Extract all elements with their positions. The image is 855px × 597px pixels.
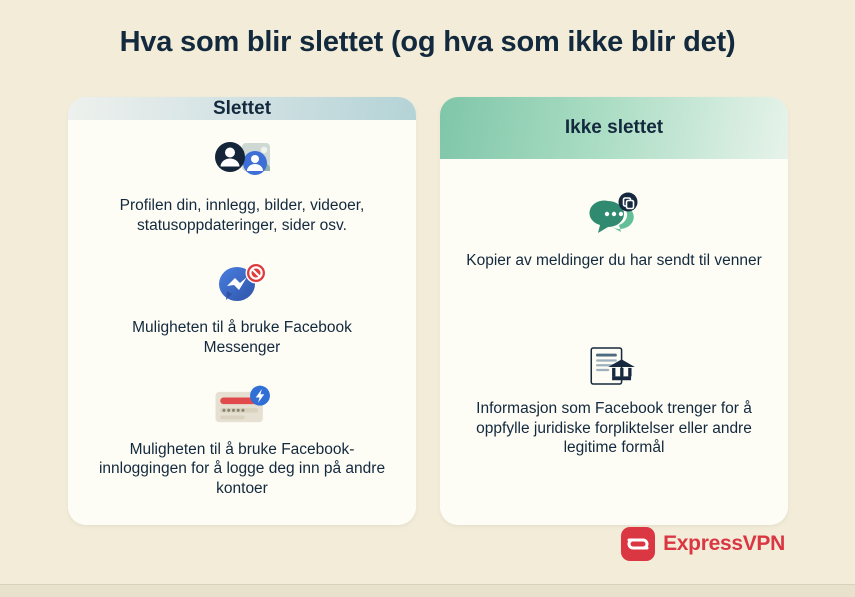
list-item-label: Informasjon som Facebook trenger for å oppfylle juridiske forpliktelser eller andre legitime formål (476, 399, 752, 457)
list-item (94, 256, 390, 358)
card-deleted-body (68, 120, 416, 525)
list-item (466, 189, 762, 271)
list-item (94, 134, 390, 236)
messenger-blocked-icon (206, 256, 278, 314)
bottom-strip (0, 584, 855, 597)
card-deleted-header: Slettet (68, 97, 416, 120)
profile-photo-icon (206, 134, 278, 192)
card-not-deleted-body (440, 159, 788, 525)
card-not-deleted-header: Ikke slettet (440, 97, 788, 159)
card-not-deleted (440, 97, 788, 525)
chat-copy-icon (578, 189, 650, 247)
legal-document-bank-icon (578, 337, 650, 395)
expressvpn-logo-text: ExpressVPN (663, 532, 785, 555)
login-credentials-icon (206, 378, 278, 436)
list-item-label: Muligheten til å bruke Facebook Messenger (132, 318, 352, 356)
expressvpn-logo-icon (621, 527, 655, 561)
card-deleted (68, 97, 416, 525)
comparison-columns (68, 97, 788, 527)
list-item (94, 378, 390, 499)
expressvpn-logo (621, 527, 785, 561)
list-item (466, 337, 762, 458)
page-title: Hva som blir slettet (og hva som ikke blir det) (119, 26, 736, 58)
list-item-label: Kopier av meldinger du har sendt til venner (466, 252, 762, 269)
list-item-label: Profilen din, innlegg, bilder, videoer, statusoppdateringer, sider osv. (119, 197, 365, 235)
list-item-label: Muligheten til å bruke Facebook-innloggingen for å logge deg inn på andre kontoer (98, 440, 386, 498)
